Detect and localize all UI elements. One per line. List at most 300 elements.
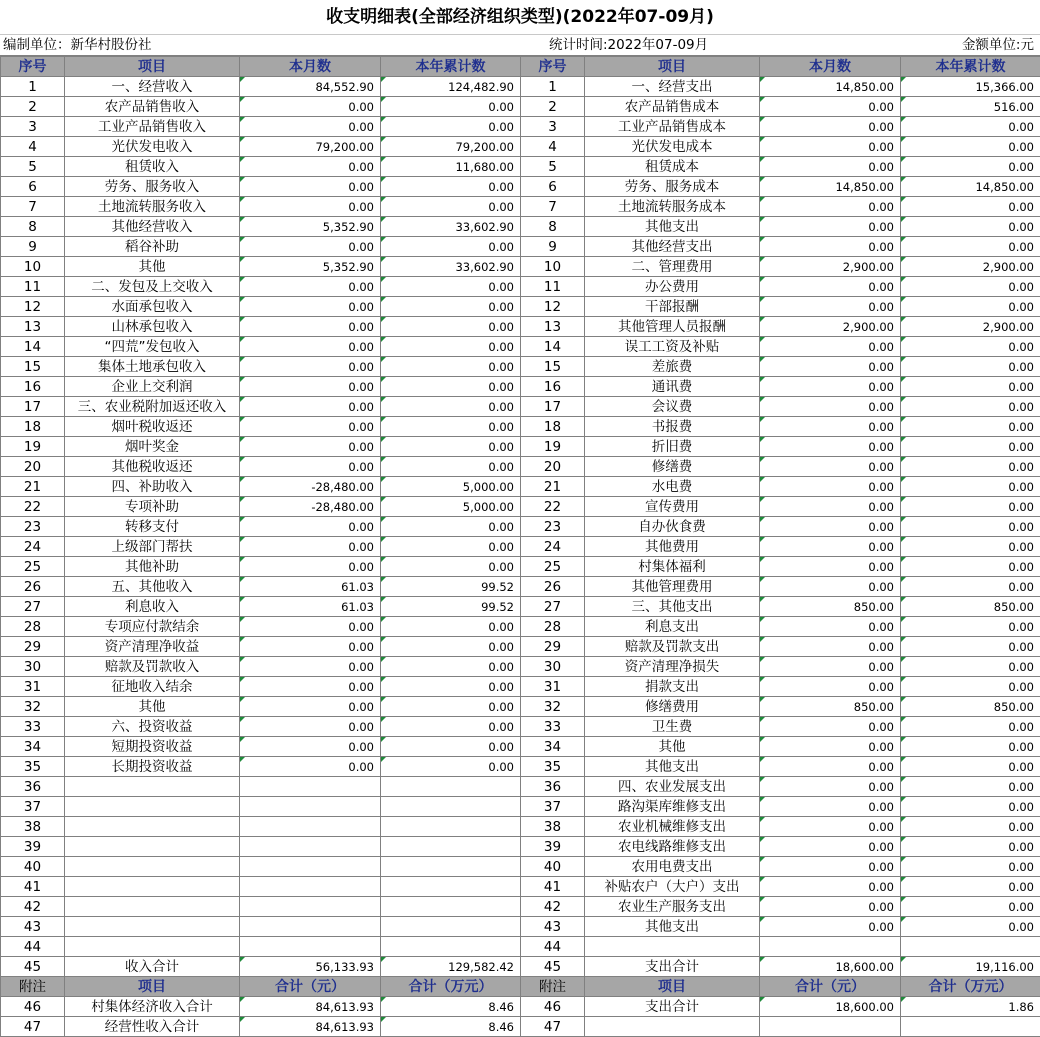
expense-item-cell[interactable]: 误工工资及补贴	[585, 337, 760, 357]
income-item-cell[interactable]: 劳务、服务收入	[65, 177, 240, 197]
footer-income-wan-cell[interactable]: 8.46	[381, 1017, 521, 1037]
expense-ytd-cell[interactable]: 0.00	[901, 397, 1040, 417]
expense-item-cell[interactable]: 其他支出	[585, 217, 760, 237]
income-ytd-cell[interactable]: 0.00	[381, 677, 521, 697]
income-no-cell[interactable]: 36	[1, 777, 65, 797]
income-month-cell[interactable]: 0.00	[240, 197, 381, 217]
footer-income-no-cell[interactable]: 47	[1, 1017, 65, 1037]
expense-month-cell[interactable]: 0.00	[760, 517, 901, 537]
expense-month-cell[interactable]: 0.00	[760, 577, 901, 597]
income-month-cell[interactable]	[240, 797, 381, 817]
income-item-cell[interactable]: 利息收入	[65, 597, 240, 617]
expense-month-cell[interactable]: 0.00	[760, 197, 901, 217]
income-no-cell[interactable]: 45	[1, 957, 65, 977]
expense-item-cell[interactable]: 会议费	[585, 397, 760, 417]
income-item-cell[interactable]: 集体土地承包收入	[65, 357, 240, 377]
expense-no-cell[interactable]: 1	[521, 77, 585, 97]
expense-item-cell[interactable]: 折旧费	[585, 437, 760, 457]
income-month-cell[interactable]: 0.00	[240, 717, 381, 737]
expense-item-cell[interactable]: 工业产品销售成本	[585, 117, 760, 137]
expense-month-cell[interactable]: 0.00	[760, 437, 901, 457]
income-month-cell[interactable]: 0.00	[240, 677, 381, 697]
income-item-cell[interactable]: 上级部门帮扶	[65, 537, 240, 557]
income-ytd-cell[interactable]: 0.00	[381, 97, 521, 117]
income-ytd-cell[interactable]	[381, 937, 521, 957]
income-month-header[interactable]: 本月数	[240, 57, 381, 77]
income-item-cell[interactable]: 转移支付	[65, 517, 240, 537]
income-no-cell[interactable]: 44	[1, 937, 65, 957]
expense-no-cell[interactable]: 12	[521, 297, 585, 317]
income-no-cell[interactable]: 37	[1, 797, 65, 817]
income-month-cell[interactable]: 0.00	[240, 617, 381, 637]
footer-income-no-cell[interactable]: 46	[1, 997, 65, 1017]
income-no-cell[interactable]: 8	[1, 217, 65, 237]
expense-ytd-cell[interactable]: 0.00	[901, 537, 1040, 557]
expense-ytd-cell[interactable]: 0.00	[901, 837, 1040, 857]
expense-ytd-cell[interactable]: 0.00	[901, 197, 1040, 217]
expense-ytd-cell[interactable]: 0.00	[901, 557, 1040, 577]
expense-month-cell[interactable]: 14,850.00	[760, 177, 901, 197]
income-item-cell[interactable]	[65, 897, 240, 917]
income-item-cell[interactable]: 土地流转服务收入	[65, 197, 240, 217]
expense-no-cell[interactable]: 6	[521, 177, 585, 197]
expense-no-cell[interactable]: 45	[521, 957, 585, 977]
income-footer-yuan-header[interactable]: 合计（元）	[240, 977, 381, 997]
income-ytd-cell[interactable]: 124,482.90	[381, 77, 521, 97]
expense-ytd-cell[interactable]: 0.00	[901, 857, 1040, 877]
income-no-cell[interactable]: 24	[1, 537, 65, 557]
expense-item-cell[interactable]: 二、管理费用	[585, 257, 760, 277]
expense-month-cell[interactable]: 850.00	[760, 597, 901, 617]
income-item-cell[interactable]: 烟叶税收返还	[65, 417, 240, 437]
expense-ytd-cell[interactable]: 0.00	[901, 717, 1040, 737]
expense-no-cell[interactable]: 26	[521, 577, 585, 597]
income-item-cell[interactable]	[65, 937, 240, 957]
income-ytd-cell[interactable]: 0.00	[381, 617, 521, 637]
income-ytd-cell[interactable]: 0.00	[381, 657, 521, 677]
income-ytd-cell[interactable]: 0.00	[381, 417, 521, 437]
footer-income-item-cell[interactable]: 经营性收入合计	[65, 1017, 240, 1037]
income-item-cell[interactable]	[65, 877, 240, 897]
expense-month-cell[interactable]: 0.00	[760, 117, 901, 137]
expense-item-cell[interactable]	[585, 937, 760, 957]
income-item-cell[interactable]: 工业产品销售收入	[65, 117, 240, 137]
income-item-cell[interactable]: 光伏发电收入	[65, 137, 240, 157]
income-month-cell[interactable]	[240, 777, 381, 797]
expense-ytd-cell[interactable]: 0.00	[901, 917, 1040, 937]
expense-ytd-cell[interactable]: 0.00	[901, 237, 1040, 257]
expense-item-cell[interactable]: 办公费用	[585, 277, 760, 297]
income-item-cell[interactable]: 烟叶奖金	[65, 437, 240, 457]
income-month-cell[interactable]: 0.00	[240, 357, 381, 377]
income-ytd-cell[interactable]: 99.52	[381, 597, 521, 617]
income-month-cell[interactable]: 0.00	[240, 277, 381, 297]
income-item-cell[interactable]: 长期投资收益	[65, 757, 240, 777]
income-month-cell[interactable]	[240, 917, 381, 937]
expense-ytd-cell[interactable]: 0.00	[901, 117, 1040, 137]
expense-item-cell[interactable]: 农电线路维修支出	[585, 837, 760, 857]
expense-month-header[interactable]: 本月数	[760, 57, 901, 77]
income-ytd-cell[interactable]: 99.52	[381, 577, 521, 597]
expense-ytd-cell[interactable]: 0.00	[901, 357, 1040, 377]
income-ytd-cell[interactable]	[381, 817, 521, 837]
income-item-cell[interactable]	[65, 837, 240, 857]
income-month-cell[interactable]: 0.00	[240, 377, 381, 397]
income-month-cell[interactable]: 0.00	[240, 297, 381, 317]
expense-month-cell[interactable]: 0.00	[760, 637, 901, 657]
expense-no-cell[interactable]: 9	[521, 237, 585, 257]
expense-ytd-cell[interactable]: 0.00	[901, 337, 1040, 357]
income-month-cell[interactable]: 0.00	[240, 417, 381, 437]
expense-no-cell[interactable]: 2	[521, 97, 585, 117]
income-no-cell[interactable]: 5	[1, 157, 65, 177]
income-item-cell[interactable]: 其他	[65, 697, 240, 717]
income-no-cell[interactable]: 31	[1, 677, 65, 697]
expense-month-cell[interactable]: 0.00	[760, 817, 901, 837]
income-ytd-cell[interactable]: 0.00	[381, 237, 521, 257]
income-ytd-cell[interactable]: 0.00	[381, 437, 521, 457]
expense-month-cell[interactable]: 0.00	[760, 97, 901, 117]
expense-month-cell[interactable]: 18,600.00	[760, 957, 901, 977]
income-no-cell[interactable]: 32	[1, 697, 65, 717]
expense-month-cell[interactable]: 0.00	[760, 777, 901, 797]
expense-no-cell[interactable]: 30	[521, 657, 585, 677]
income-no-cell[interactable]: 39	[1, 837, 65, 857]
income-no-cell[interactable]: 12	[1, 297, 65, 317]
expense-ytd-cell[interactable]: 0.00	[901, 657, 1040, 677]
expense-item-cell[interactable]: 自办伙食费	[585, 517, 760, 537]
income-month-cell[interactable]: 61.03	[240, 577, 381, 597]
expense-ytd-cell[interactable]: 0.00	[901, 677, 1040, 697]
expense-item-cell[interactable]: 其他支出	[585, 757, 760, 777]
expense-no-cell[interactable]: 13	[521, 317, 585, 337]
expense-item-cell[interactable]: 资产清理净损失	[585, 657, 760, 677]
income-month-cell[interactable]	[240, 857, 381, 877]
expense-ytd-cell[interactable]: 14,850.00	[901, 177, 1040, 197]
income-ytd-cell[interactable]: 0.00	[381, 177, 521, 197]
footer-expense-yuan-cell[interactable]	[760, 1017, 901, 1037]
income-item-cell[interactable]: “四荒”发包收入	[65, 337, 240, 357]
income-item-cell[interactable]: 其他补助	[65, 557, 240, 577]
expense-no-cell[interactable]: 44	[521, 937, 585, 957]
expense-ytd-cell[interactable]: 0.00	[901, 737, 1040, 757]
income-item-cell[interactable]: 专项补助	[65, 497, 240, 517]
expense-month-cell[interactable]: 0.00	[760, 537, 901, 557]
expense-item-cell[interactable]: 修缮费	[585, 457, 760, 477]
footer-expense-no-cell[interactable]: 46	[521, 997, 585, 1017]
income-month-cell[interactable]: 0.00	[240, 117, 381, 137]
expense-no-cell[interactable]: 34	[521, 737, 585, 757]
expense-ytd-cell[interactable]: 0.00	[901, 577, 1040, 597]
expense-month-cell[interactable]: 0.00	[760, 277, 901, 297]
expense-month-cell[interactable]: 0.00	[760, 377, 901, 397]
income-no-cell[interactable]: 6	[1, 177, 65, 197]
income-item-cell[interactable]: 其他税收返还	[65, 457, 240, 477]
expense-month-cell[interactable]: 0.00	[760, 457, 901, 477]
income-ytd-cell[interactable]	[381, 877, 521, 897]
expense-footer-item-header[interactable]: 项目	[585, 977, 760, 997]
income-no-cell[interactable]: 26	[1, 577, 65, 597]
expense-no-cell[interactable]: 32	[521, 697, 585, 717]
expense-item-cell[interactable]: 农业机械维修支出	[585, 817, 760, 837]
expense-no-cell[interactable]: 29	[521, 637, 585, 657]
income-ytd-cell[interactable]	[381, 897, 521, 917]
expense-no-cell[interactable]: 21	[521, 477, 585, 497]
income-no-cell[interactable]: 42	[1, 897, 65, 917]
expense-item-cell[interactable]: 其他费用	[585, 537, 760, 557]
expense-month-cell[interactable]: 0.00	[760, 397, 901, 417]
expense-footer-wan-header[interactable]: 合计（万元）	[901, 977, 1040, 997]
expense-no-cell[interactable]: 37	[521, 797, 585, 817]
income-month-cell[interactable]	[240, 817, 381, 837]
expense-item-cell[interactable]: 路沟渠库维修支出	[585, 797, 760, 817]
expense-month-cell[interactable]: 0.00	[760, 477, 901, 497]
income-month-cell[interactable]: -28,480.00	[240, 497, 381, 517]
footer-income-item-cell[interactable]: 村集体经济收入合计	[65, 997, 240, 1017]
expense-no-cell[interactable]: 38	[521, 817, 585, 837]
expense-no-cell[interactable]: 23	[521, 517, 585, 537]
expense-ytd-cell[interactable]: 2,900.00	[901, 257, 1040, 277]
income-ytd-cell[interactable]: 5,000.00	[381, 497, 521, 517]
income-no-cell[interactable]: 28	[1, 617, 65, 637]
expense-item-cell[interactable]: 通讯费	[585, 377, 760, 397]
expense-no-cell[interactable]: 36	[521, 777, 585, 797]
income-ytd-cell[interactable]: 33,602.90	[381, 217, 521, 237]
expense-item-cell[interactable]: 书报费	[585, 417, 760, 437]
expense-ytd-header[interactable]: 本年累计数	[901, 57, 1040, 77]
expense-ytd-cell[interactable]: 0.00	[901, 217, 1040, 237]
expense-no-cell[interactable]: 43	[521, 917, 585, 937]
income-month-cell[interactable]	[240, 897, 381, 917]
expense-no-cell[interactable]: 22	[521, 497, 585, 517]
expense-month-cell[interactable]: 0.00	[760, 857, 901, 877]
expense-month-cell[interactable]: 0.00	[760, 357, 901, 377]
income-month-cell[interactable]: 0.00	[240, 157, 381, 177]
expense-item-cell[interactable]: 干部报酬	[585, 297, 760, 317]
income-month-cell[interactable]: 0.00	[240, 437, 381, 457]
expense-ytd-cell[interactable]: 0.00	[901, 777, 1040, 797]
income-ytd-cell[interactable]: 5,000.00	[381, 477, 521, 497]
income-item-cell[interactable]: 专项应付款结余	[65, 617, 240, 637]
expense-no-cell[interactable]: 33	[521, 717, 585, 737]
expense-no-cell[interactable]: 25	[521, 557, 585, 577]
expense-month-cell[interactable]: 2,900.00	[760, 317, 901, 337]
income-footer-item-header[interactable]: 项目	[65, 977, 240, 997]
income-month-cell[interactable]: -28,480.00	[240, 477, 381, 497]
income-ytd-cell[interactable]: 0.00	[381, 197, 521, 217]
expense-ytd-cell[interactable]: 0.00	[901, 757, 1040, 777]
income-month-cell[interactable]: 0.00	[240, 97, 381, 117]
income-no-cell[interactable]: 7	[1, 197, 65, 217]
income-item-cell[interactable]: 资产清理净收益	[65, 637, 240, 657]
income-item-cell[interactable]	[65, 777, 240, 797]
expense-ytd-cell[interactable]: 0.00	[901, 637, 1040, 657]
income-no-header[interactable]: 序号	[1, 57, 65, 77]
expense-footer-yuan-header[interactable]: 合计（元）	[760, 977, 901, 997]
footer-expense-wan-cell[interactable]	[901, 1017, 1040, 1037]
expense-month-cell[interactable]: 2,900.00	[760, 257, 901, 277]
income-no-cell[interactable]: 38	[1, 817, 65, 837]
income-ytd-cell[interactable]: 0.00	[381, 397, 521, 417]
expense-month-cell[interactable]: 0.00	[760, 737, 901, 757]
income-no-cell[interactable]: 23	[1, 517, 65, 537]
income-item-cell[interactable]: 租赁收入	[65, 157, 240, 177]
income-item-cell[interactable]: 收入合计	[65, 957, 240, 977]
income-item-cell[interactable]: 其他	[65, 257, 240, 277]
income-ytd-cell[interactable]: 0.00	[381, 297, 521, 317]
expense-ytd-cell[interactable]: 0.00	[901, 157, 1040, 177]
income-item-cell[interactable]: 三、农业税附加返还收入	[65, 397, 240, 417]
income-month-cell[interactable]: 0.00	[240, 737, 381, 757]
expense-item-cell[interactable]: 支出合计	[585, 957, 760, 977]
income-no-cell[interactable]: 14	[1, 337, 65, 357]
expense-no-cell[interactable]: 35	[521, 757, 585, 777]
expense-month-cell[interactable]: 0.00	[760, 757, 901, 777]
expense-no-cell[interactable]: 4	[521, 137, 585, 157]
income-month-cell[interactable]: 5,352.90	[240, 257, 381, 277]
income-month-cell[interactable]: 0.00	[240, 237, 381, 257]
expense-item-cell[interactable]: 其他支出	[585, 917, 760, 937]
expense-no-cell[interactable]: 31	[521, 677, 585, 697]
expense-note-label[interactable]: 附注	[521, 977, 585, 997]
expense-item-cell[interactable]: 水电费	[585, 477, 760, 497]
footer-expense-item-cell[interactable]: 支出合计	[585, 997, 760, 1017]
expense-no-header[interactable]: 序号	[521, 57, 585, 77]
expense-month-cell[interactable]: 14,850.00	[760, 77, 901, 97]
expense-item-cell[interactable]: 一、经营支出	[585, 77, 760, 97]
income-ytd-cell[interactable]: 0.00	[381, 557, 521, 577]
income-ytd-cell[interactable]: 0.00	[381, 317, 521, 337]
income-item-cell[interactable]: 征地收入结余	[65, 677, 240, 697]
income-ytd-cell[interactable]: 0.00	[381, 717, 521, 737]
footer-expense-yuan-cell[interactable]: 18,600.00	[760, 997, 901, 1017]
income-no-cell[interactable]: 2	[1, 97, 65, 117]
income-no-cell[interactable]: 29	[1, 637, 65, 657]
expense-ytd-cell[interactable]: 0.00	[901, 617, 1040, 637]
expense-no-cell[interactable]: 19	[521, 437, 585, 457]
income-month-cell[interactable]: 0.00	[240, 697, 381, 717]
income-item-cell[interactable]: 农产品销售收入	[65, 97, 240, 117]
footer-income-yuan-cell[interactable]: 84,613.93	[240, 997, 381, 1017]
expense-ytd-cell[interactable]: 0.00	[901, 817, 1040, 837]
income-item-cell[interactable]: 山林承包收入	[65, 317, 240, 337]
footer-income-yuan-cell[interactable]: 84,613.93	[240, 1017, 381, 1037]
expense-no-cell[interactable]: 24	[521, 537, 585, 557]
expense-item-cell[interactable]: 租赁成本	[585, 157, 760, 177]
income-month-cell[interactable]: 0.00	[240, 657, 381, 677]
income-item-cell[interactable]: 水面承包收入	[65, 297, 240, 317]
income-ytd-cell[interactable]: 0.00	[381, 357, 521, 377]
expense-no-cell[interactable]: 39	[521, 837, 585, 857]
expense-month-cell[interactable]: 0.00	[760, 897, 901, 917]
income-ytd-cell[interactable]: 0.00	[381, 637, 521, 657]
expense-no-cell[interactable]: 11	[521, 277, 585, 297]
income-month-cell[interactable]: 0.00	[240, 457, 381, 477]
income-no-cell[interactable]: 34	[1, 737, 65, 757]
expense-month-cell[interactable]: 0.00	[760, 657, 901, 677]
expense-month-cell[interactable]: 0.00	[760, 297, 901, 317]
income-ytd-cell[interactable]: 79,200.00	[381, 137, 521, 157]
income-month-cell[interactable]: 5,352.90	[240, 217, 381, 237]
income-month-cell[interactable]: 79,200.00	[240, 137, 381, 157]
income-no-cell[interactable]: 30	[1, 657, 65, 677]
expense-item-cell[interactable]: 赔款及罚款支出	[585, 637, 760, 657]
expense-ytd-cell[interactable]: 850.00	[901, 697, 1040, 717]
income-no-cell[interactable]: 1	[1, 77, 65, 97]
footer-income-wan-cell[interactable]: 8.46	[381, 997, 521, 1017]
expense-item-cell[interactable]: 捐款支出	[585, 677, 760, 697]
income-month-cell[interactable]	[240, 937, 381, 957]
income-no-cell[interactable]: 40	[1, 857, 65, 877]
expense-no-cell[interactable]: 18	[521, 417, 585, 437]
expense-ytd-cell[interactable]: 0.00	[901, 137, 1040, 157]
income-month-cell[interactable]: 0.00	[240, 757, 381, 777]
income-month-cell[interactable]: 61.03	[240, 597, 381, 617]
expense-item-cell[interactable]: 其他管理费用	[585, 577, 760, 597]
expense-no-cell[interactable]: 40	[521, 857, 585, 877]
expense-item-cell[interactable]: 宣传费用	[585, 497, 760, 517]
income-no-cell[interactable]: 25	[1, 557, 65, 577]
expense-no-cell[interactable]: 20	[521, 457, 585, 477]
income-no-cell[interactable]: 17	[1, 397, 65, 417]
expense-no-cell[interactable]: 7	[521, 197, 585, 217]
income-item-cell[interactable]: 五、其他收入	[65, 577, 240, 597]
income-ytd-cell[interactable]: 0.00	[381, 337, 521, 357]
expense-item-cell[interactable]: 修缮费用	[585, 697, 760, 717]
income-month-cell[interactable]: 0.00	[240, 397, 381, 417]
income-no-cell[interactable]: 21	[1, 477, 65, 497]
expense-ytd-cell[interactable]: 0.00	[901, 377, 1040, 397]
income-no-cell[interactable]: 10	[1, 257, 65, 277]
income-no-cell[interactable]: 18	[1, 417, 65, 437]
expense-month-cell[interactable]: 0.00	[760, 917, 901, 937]
income-item-cell[interactable]	[65, 917, 240, 937]
expense-ytd-cell[interactable]: 0.00	[901, 437, 1040, 457]
expense-item-cell[interactable]: 四、农业发展支出	[585, 777, 760, 797]
expense-item-cell[interactable]: 光伏发电成本	[585, 137, 760, 157]
expense-ytd-cell[interactable]: 0.00	[901, 897, 1040, 917]
footer-expense-no-cell[interactable]: 47	[521, 1017, 585, 1037]
expense-item-cell[interactable]: 三、其他支出	[585, 597, 760, 617]
income-item-cell[interactable]: 稻谷补助	[65, 237, 240, 257]
income-month-cell[interactable]: 0.00	[240, 637, 381, 657]
expense-no-cell[interactable]: 28	[521, 617, 585, 637]
expense-month-cell[interactable]: 0.00	[760, 717, 901, 737]
expense-month-cell[interactable]: 0.00	[760, 497, 901, 517]
income-no-cell[interactable]: 4	[1, 137, 65, 157]
income-no-cell[interactable]: 20	[1, 457, 65, 477]
income-ytd-cell[interactable]: 0.00	[381, 277, 521, 297]
income-ytd-cell[interactable]: 0.00	[381, 537, 521, 557]
income-month-cell[interactable]: 0.00	[240, 317, 381, 337]
expense-month-cell[interactable]: 0.00	[760, 677, 901, 697]
expense-ytd-cell[interactable]: 0.00	[901, 477, 1040, 497]
income-month-cell[interactable]: 0.00	[240, 557, 381, 577]
expense-item-cell[interactable]: 卫生费	[585, 717, 760, 737]
expense-no-cell[interactable]: 17	[521, 397, 585, 417]
expense-ytd-cell[interactable]: 0.00	[901, 517, 1040, 537]
expense-ytd-cell[interactable]: 0.00	[901, 297, 1040, 317]
expense-no-cell[interactable]: 10	[521, 257, 585, 277]
expense-no-cell[interactable]: 5	[521, 157, 585, 177]
income-ytd-cell[interactable]: 11,680.00	[381, 157, 521, 177]
income-no-cell[interactable]: 16	[1, 377, 65, 397]
expense-month-cell[interactable]: 0.00	[760, 157, 901, 177]
income-month-cell[interactable]: 0.00	[240, 517, 381, 537]
income-no-cell[interactable]: 22	[1, 497, 65, 517]
expense-ytd-cell[interactable]: 15,366.00	[901, 77, 1040, 97]
expense-month-cell[interactable]: 0.00	[760, 837, 901, 857]
